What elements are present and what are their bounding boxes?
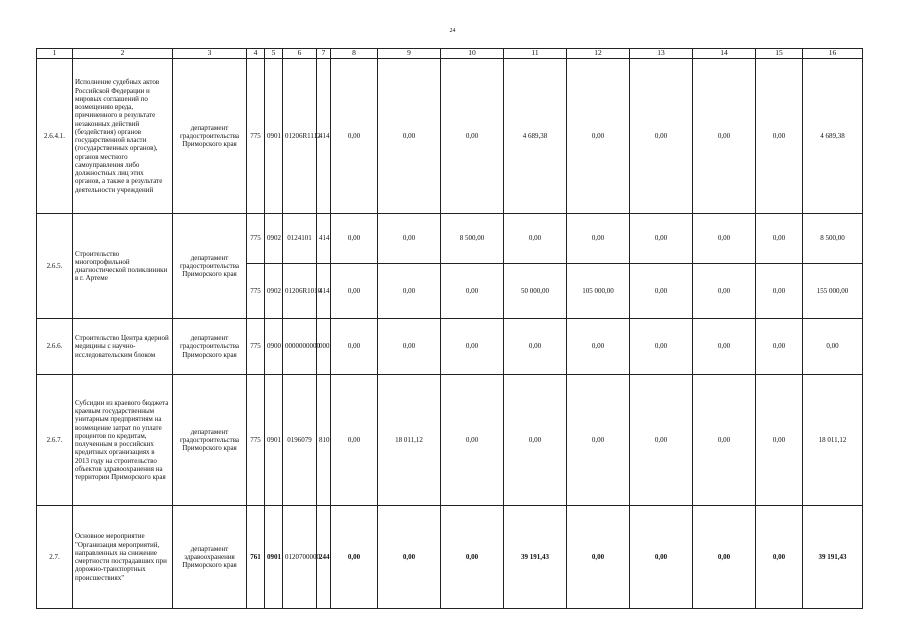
amount-cell: 8 500,00: [803, 214, 863, 264]
target-article-code: 01206R1010: [283, 264, 317, 319]
row-id: 2.6.7.: [37, 375, 73, 506]
amount-cell: 0,00: [567, 319, 630, 375]
target-article-code: 01206R1112: [283, 59, 317, 214]
admin-code: 775: [247, 214, 265, 264]
amount-cell: 0,00: [331, 264, 378, 319]
measure-name: Субсидии из краевого бюджета краевым государственным унитарным предприятиям на возмещение затрат по уплате процентов по кредитам, полученным в российских кредитных организациях в 2013 году на строительство объектов здравоохранения на территории Приморского края: [73, 375, 173, 506]
amount-cell: 39 191,43: [803, 506, 863, 609]
expense-type-code: 810: [317, 375, 331, 506]
amount-cell: 0,00: [441, 506, 504, 609]
amount-cell: 0,00: [378, 214, 441, 264]
column-number-4: 4: [247, 49, 265, 59]
row-id: 2.6.4.1.: [37, 59, 73, 214]
table-row: [37, 319, 863, 375]
column-number-6: 6: [283, 49, 317, 59]
column-number-12: 12: [567, 49, 630, 59]
expense-type-code: 244: [317, 506, 331, 609]
amount-cell: 0,00: [567, 375, 630, 506]
amount-cell: 18 011,12: [803, 375, 863, 506]
table-body: [37, 59, 863, 609]
admin-code: 775: [247, 319, 265, 375]
department: департамент здравоохранения Приморского края: [173, 506, 247, 609]
amount-cell: 0,00: [441, 319, 504, 375]
section-code: 0902: [265, 214, 283, 264]
amount-cell: 105 000,00: [567, 264, 630, 319]
amount-cell: 0,00: [504, 214, 567, 264]
admin-code: 775: [247, 375, 265, 506]
row-id: 2.6.6.: [37, 319, 73, 375]
amount-cell: 0,00: [693, 214, 756, 264]
target-article-code: 0120700000: [283, 506, 317, 609]
amount-cell: 0,00: [331, 506, 378, 609]
measure-name: Строительство Центра ядерной медицины с научно-исследовательским блоком: [73, 319, 173, 375]
section-code: 0902: [265, 264, 283, 319]
column-number-5: 5: [265, 49, 283, 59]
amount-cell: 0,00: [693, 375, 756, 506]
column-number-8: 8: [331, 49, 378, 59]
amount-cell: 0,00: [441, 264, 504, 319]
section-code: 0901: [265, 59, 283, 214]
admin-code: 761: [247, 506, 265, 609]
amount-cell: 0,00: [378, 59, 441, 214]
expense-type-code: 414: [317, 59, 331, 214]
amount-cell: 0,00: [441, 375, 504, 506]
target-article-code: 0000000000: [283, 319, 317, 375]
target-article-code: 0196079: [283, 375, 317, 506]
amount-cell: 0,00: [567, 506, 630, 609]
department: департамент градостроительства Приморского края: [173, 59, 247, 214]
amount-cell: 0,00: [693, 319, 756, 375]
section-code: 0901: [265, 506, 283, 609]
amount-cell: 0,00: [331, 214, 378, 264]
expense-type-code: 414: [317, 264, 331, 319]
column-number-11: 11: [504, 49, 567, 59]
department: департамент градостроительства Приморского края: [173, 319, 247, 375]
amount-cell: 0,00: [567, 214, 630, 264]
amount-cell: 0,00: [504, 375, 567, 506]
amount-cell: 0,00: [693, 264, 756, 319]
amount-cell: 0,00: [630, 319, 693, 375]
column-number-9: 9: [378, 49, 441, 59]
amount-cell: 0,00: [756, 319, 803, 375]
department: департамент градостроительства Приморского края: [173, 375, 247, 506]
row-id: 2.6.5.: [37, 214, 73, 319]
column-number-7: 7: [317, 49, 331, 59]
measure-name: Основное мероприятие "Организация мероприятий, направленных на снижение смертности пострадавших при дорожно-транспортных происшествиях": [73, 506, 173, 609]
amount-cell: 0,00: [331, 375, 378, 506]
department: департамент градостроительства Приморского края: [173, 214, 247, 319]
amount-cell: 0,00: [630, 506, 693, 609]
column-number-10: 10: [441, 49, 504, 59]
measure-name: Строительство многопрофильной диагностической поликлиники в г. Артеме: [73, 214, 173, 319]
amount-cell: 18 011,12: [378, 375, 441, 506]
amount-cell: 0,00: [630, 59, 693, 214]
amount-cell: 0,00: [803, 319, 863, 375]
amount-cell: 39 191,43: [504, 506, 567, 609]
amount-cell: 0,00: [756, 375, 803, 506]
amount-cell: 0,00: [693, 59, 756, 214]
table-row: [37, 506, 863, 609]
amount-cell: 0,00: [378, 264, 441, 319]
amount-cell: 50 000,00: [504, 264, 567, 319]
target-article-code: 0124101: [283, 214, 317, 264]
column-number-3: 3: [173, 49, 247, 59]
table-row: [37, 59, 863, 214]
column-number-16: 16: [803, 49, 863, 59]
amount-cell: 0,00: [756, 214, 803, 264]
amount-cell: 4 689,38: [504, 59, 567, 214]
amount-cell: 4 689,38: [803, 59, 863, 214]
column-number-row: [37, 49, 863, 59]
amount-cell: 8 500,00: [441, 214, 504, 264]
amount-cell: 0,00: [378, 506, 441, 609]
amount-cell: 155 000,00: [803, 264, 863, 319]
section-code: 0900: [265, 319, 283, 375]
row-id: 2.7.: [37, 506, 73, 609]
table-row: [37, 375, 863, 506]
expense-type-code: 414: [317, 214, 331, 264]
column-number-13: 13: [630, 49, 693, 59]
amount-cell: 0,00: [441, 59, 504, 214]
amount-cell: 0,00: [756, 506, 803, 609]
page-number: 24: [449, 28, 456, 34]
amount-cell: 0,00: [567, 59, 630, 214]
amount-cell: 0,00: [504, 319, 567, 375]
column-number-2: 2: [73, 49, 173, 59]
amount-cell: 0,00: [331, 319, 378, 375]
budget-table: [36, 48, 863, 609]
amount-cell: 0,00: [378, 319, 441, 375]
section-code: 0901: [265, 375, 283, 506]
amount-cell: 0,00: [331, 59, 378, 214]
amount-cell: 0,00: [693, 506, 756, 609]
amount-cell: 0,00: [630, 375, 693, 506]
amount-cell: 0,00: [756, 59, 803, 214]
amount-cell: 0,00: [630, 214, 693, 264]
expense-type-code: 000: [317, 319, 331, 375]
admin-code: 775: [247, 264, 265, 319]
amount-cell: 0,00: [756, 264, 803, 319]
table-row: [37, 214, 863, 264]
column-number-15: 15: [756, 49, 803, 59]
measure-name: Исполнение судебных актов Российской Федерации и мировых соглашений по возмещению вреда, причиненного в результате незаконных действий (бездействия) органов государственной власти (государственных органов), органов местного самоуправления либо должностных лиц этих органов, а также в результате деятельности учреждений: [73, 59, 173, 214]
amount-cell: 0,00: [630, 264, 693, 319]
column-number-1: 1: [37, 49, 73, 59]
admin-code: 775: [247, 59, 265, 214]
column-number-14: 14: [693, 49, 756, 59]
